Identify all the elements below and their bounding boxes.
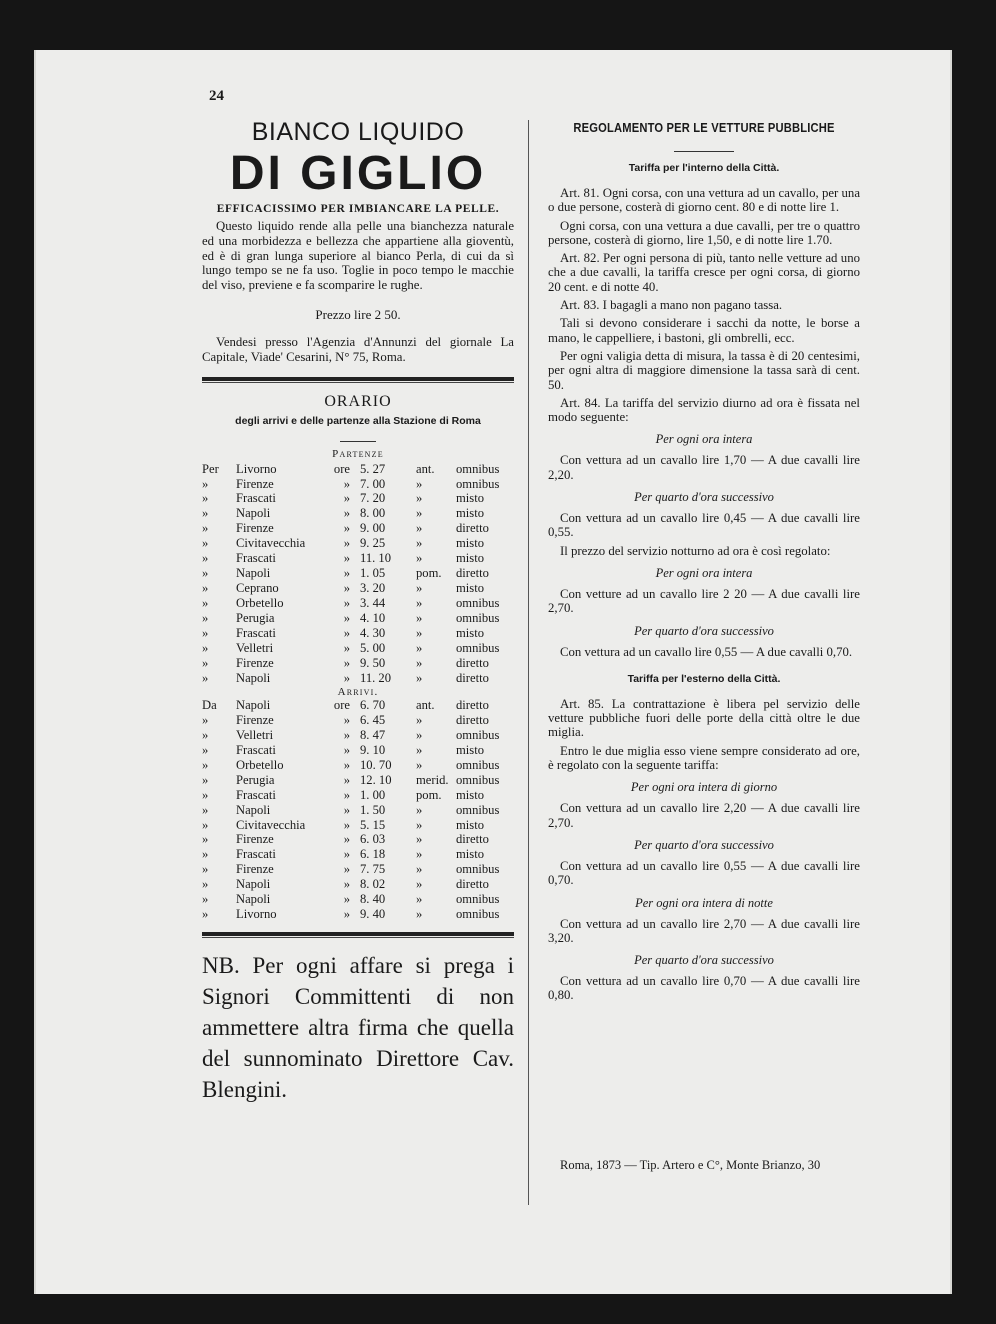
section-rule — [202, 932, 514, 936]
ad-title-line2: DI GIGLIO — [229, 147, 487, 200]
tariff-line-1: Con vettura ad un cavallo lire 1,70 — A due cavalli lire 2,20. — [548, 453, 860, 482]
cell-period: » — [416, 491, 423, 506]
cell-train-type: diretto — [456, 566, 489, 581]
cell-station: Napoli — [236, 670, 271, 685]
cell-train-type: misto — [456, 847, 484, 862]
cell-train-type: misto — [456, 551, 484, 566]
cell-ore: » — [343, 787, 350, 802]
column-divider — [528, 120, 529, 1205]
cell-train-type: omnibus — [456, 757, 500, 772]
cell-time: 7. 20 — [360, 491, 386, 506]
cell-ore: » — [343, 581, 350, 596]
cell-time: 6. 45 — [360, 712, 386, 727]
cell-time: 11. 10 — [360, 551, 392, 566]
cell-train-type: omnibus — [456, 611, 500, 626]
cell-dir: » — [202, 742, 209, 757]
cell-dir: » — [202, 626, 209, 641]
cell-period: » — [416, 727, 423, 742]
cell-station: Napoli — [236, 892, 271, 907]
cell-dir: » — [202, 566, 209, 581]
cell-station: Firenze — [236, 655, 274, 670]
cell-dir: » — [202, 877, 209, 892]
cell-time: 9. 00 — [360, 521, 386, 536]
cell-station: Civitavecchia — [236, 817, 306, 832]
cell-ore: » — [343, 566, 350, 581]
cell-train-type: misto — [456, 742, 484, 757]
tariff-heading-7: Per ogni ora intera di notte — [635, 895, 773, 910]
cell-station: Livorno — [236, 907, 277, 922]
cell-period: » — [416, 551, 423, 566]
cell-time: 5. 00 — [360, 641, 386, 656]
timetable-row — [202, 581, 514, 596]
cell-ore: » — [343, 892, 350, 907]
section-rule — [202, 377, 514, 381]
section-rule-thin — [202, 937, 514, 938]
cell-train-type: omnibus — [456, 596, 500, 611]
cell-period: » — [416, 862, 423, 877]
cell-station: Napoli — [236, 877, 271, 892]
timetable-row — [202, 626, 514, 641]
cell-station: Napoli — [236, 802, 271, 817]
printer-footer: Roma, 1873 — Tip. Artero e C°, Monte Brianzo, 30 — [560, 1158, 821, 1172]
timetable-row — [202, 847, 514, 862]
cell-period: » — [416, 506, 423, 521]
timetable-row — [202, 596, 514, 611]
cell-period: » — [416, 641, 423, 656]
cell-dir: » — [202, 596, 209, 611]
cell-ore: » — [343, 521, 350, 536]
cell-station: Perugia — [236, 772, 275, 787]
cell-train-type: diretto — [456, 655, 489, 670]
article-85: Art. 85. La contrattazione è libera pel servizio delle vetture pubbliche fuori delle porte della città oltre le due miglia. — [548, 696, 860, 740]
cell-ore: » — [343, 877, 350, 892]
cell-period: » — [416, 581, 423, 596]
cell-station: Frascati — [236, 491, 276, 506]
cell-time: 6. 18 — [360, 847, 386, 862]
article-81-cont: Ogni corsa, con una vettura a due cavalli, per tre o quattro persone, costerà di giorno, lire 1,50, e di notte lire 1.70. — [548, 218, 860, 247]
cell-station: Frascati — [236, 626, 276, 641]
cell-ore: » — [343, 551, 350, 566]
cell-train-type: omnibus — [456, 727, 500, 742]
cell-dir: » — [202, 802, 209, 817]
cell-period: pom. — [416, 566, 442, 581]
ad-title-line1: BIANCO LIQUIDO — [251, 118, 465, 146]
timetable-row — [202, 698, 514, 713]
timetable-row — [202, 536, 514, 551]
cell-train-type: diretto — [456, 832, 489, 847]
article-85-cont: Entro le due miglia esso viene sempre considerato ad ore, è regolato con la seguente tariffa: — [548, 743, 860, 773]
cell-train-type: misto — [456, 491, 484, 506]
cell-period: » — [416, 757, 423, 772]
departures-table — [202, 462, 514, 686]
cell-period: pom. — [416, 787, 442, 802]
cell-station: Frascati — [236, 847, 276, 862]
cell-dir: » — [202, 757, 209, 772]
cell-train-type: misto — [456, 817, 484, 832]
arrivals-table — [202, 698, 514, 922]
cell-dir: » — [202, 551, 209, 566]
tariff-line-6: Con vettura ad un cavallo lire 0,55 — A due cavalli lire 0,70. — [548, 858, 860, 888]
timetable-row — [202, 832, 514, 847]
article-83: Art. 83. I bagagli a mano non pagano tassa. — [560, 298, 783, 313]
cell-period: » — [416, 655, 423, 670]
cell-time: 6. 70 — [360, 697, 386, 712]
cell-period: » — [416, 670, 423, 685]
tariff-heading-6: Per quarto d'ora successivo — [634, 837, 774, 852]
regulation-title: REGOLAMENTO PER LE VETTURE PUBBLICHE — [573, 120, 835, 135]
ad-description: Questo liquido rende alla pelle una bianchezza naturale ed una morbidezza e bellezza che appartiene alla gioventù, ed è di gran lunga superiore al bianco Perla, di cui da sì lungo tempo se ne fa uso. Toglie in poco tempo le macchie del viso, previene e fa scomparire le rughe. — [202, 219, 514, 293]
cell-ore: ore — [333, 461, 350, 476]
cell-ore: » — [343, 641, 350, 656]
cell-time: 8. 00 — [360, 506, 386, 521]
cell-station: Frascati — [236, 742, 276, 757]
cell-ore: » — [343, 596, 350, 611]
cell-train-type: omnibus — [456, 476, 500, 491]
timetable-row — [202, 892, 514, 907]
cell-time: 4. 10 — [360, 611, 386, 626]
timetable-row — [202, 803, 514, 818]
cell-station: Perugia — [236, 611, 275, 626]
cell-ore: » — [343, 862, 350, 877]
cell-dir: » — [202, 712, 209, 727]
cell-period: » — [416, 817, 423, 832]
cell-time: 1. 05 — [360, 566, 386, 581]
cell-train-type: diretto — [456, 670, 489, 685]
cell-dir: » — [202, 892, 209, 907]
cell-train-type: misto — [456, 581, 484, 596]
nb-notice: NB. Per ogni affare si prega i Signori Committenti di non ammettere altra firma che quella del sunnominato Direttore Cav. Blengini. — [202, 953, 514, 1103]
ad-price: Prezzo lire 2 50. — [315, 306, 401, 322]
cell-train-type: diretto — [456, 877, 489, 892]
cell-time: 5. 15 — [360, 817, 386, 832]
ad-sale-info: Vendesi presso l'Agenzia d'Annunzi del giornale La Capitale, Viade' Cesarini, N° 75, Roma. — [202, 334, 514, 364]
cell-dir: » — [202, 641, 209, 656]
cell-dir: » — [202, 670, 209, 685]
cell-train-type: diretto — [456, 521, 489, 536]
cell-period: » — [416, 907, 423, 922]
timetable-row — [202, 788, 514, 803]
cell-time: 11. 20 — [360, 670, 392, 685]
cell-station: Napoli — [236, 506, 271, 521]
timetable-row — [202, 506, 514, 521]
cell-dir: » — [202, 772, 209, 787]
night-service-intro: Il prezzo del servizio notturno ad ora è così regolato: — [560, 543, 831, 558]
timetable-row — [202, 641, 514, 656]
tariff-internal-heading: Tariffa per l'interno della Città. — [628, 162, 780, 174]
cell-station: Firenze — [236, 862, 274, 877]
cell-period: » — [416, 611, 423, 626]
cell-station: Firenze — [236, 476, 274, 491]
cell-train-type: omnibus — [456, 907, 500, 922]
cell-time: 9. 25 — [360, 536, 386, 551]
ad-tagline: EFFICACISSIMO PER IMBIANCARE LA PELLE. — [216, 203, 500, 215]
cell-dir: » — [202, 611, 209, 626]
cell-ore: ore — [333, 697, 350, 712]
cell-ore: » — [343, 611, 350, 626]
cell-dir: » — [202, 506, 209, 521]
timetable-row — [202, 566, 514, 581]
tariff-heading-4: Per quarto d'ora successivo — [634, 623, 774, 638]
cell-time: 4. 30 — [360, 626, 386, 641]
tariff-heading-3: Per ogni ora intera — [655, 565, 753, 580]
cell-ore: » — [343, 817, 350, 832]
cell-dir: » — [202, 655, 209, 670]
cell-time: 9. 40 — [360, 907, 386, 922]
cell-train-type: misto — [456, 626, 484, 641]
cell-dir: » — [202, 907, 209, 922]
cell-train-type: diretto — [456, 712, 489, 727]
article-83-luggage: Per ogni valigia detta di misura, la tassa è di 20 centesimi, per ogni altra di maggiore dimensione la tassa sarà di cent. 50. — [548, 348, 860, 392]
cell-station: Velletri — [236, 727, 274, 742]
cell-dir: » — [202, 476, 209, 491]
cell-ore: » — [343, 536, 350, 551]
cell-dir: » — [202, 847, 209, 862]
timetable-row — [202, 521, 514, 536]
cell-ore: » — [343, 907, 350, 922]
cell-train-type: omnibus — [456, 641, 500, 656]
cell-period: » — [416, 626, 423, 641]
timetable-row — [202, 477, 514, 492]
cell-dir: Da — [202, 697, 217, 712]
cell-ore: » — [343, 670, 350, 685]
cell-train-type: omnibus — [456, 862, 500, 877]
article-84: Art. 84. La tariffa del servizio diurno ad ora è fissata nel modo seguente: — [548, 395, 860, 425]
cell-station: Firenze — [236, 712, 274, 727]
timetable-row — [202, 773, 514, 788]
cell-station: Livorno — [236, 461, 277, 476]
tariff-external-heading: Tariffa per l'esterno della Città. — [627, 672, 781, 685]
cell-dir: » — [202, 787, 209, 802]
cell-period: » — [416, 892, 423, 907]
timetable-row — [202, 656, 514, 671]
left-column — [202, 112, 514, 1105]
cell-period: » — [416, 521, 423, 536]
cell-dir: Per — [202, 461, 219, 476]
cell-train-type: misto — [456, 536, 484, 551]
cell-ore: » — [343, 727, 350, 742]
cell-time: 6. 03 — [360, 832, 386, 847]
cell-train-type: diretto — [456, 697, 489, 712]
cell-ore: » — [343, 847, 350, 862]
cell-dir: » — [202, 491, 209, 506]
arrivals-heading: Arrivi. — [337, 685, 379, 698]
cell-period: ant. — [416, 461, 435, 476]
cell-station: Napoli — [236, 566, 271, 581]
cell-ore: » — [343, 712, 350, 727]
timetable-row — [202, 907, 514, 922]
cell-period: merid. — [416, 772, 449, 787]
cell-time: 8. 02 — [360, 877, 386, 892]
timetable-row — [202, 671, 514, 686]
cell-dir: » — [202, 832, 209, 847]
cell-ore: » — [343, 626, 350, 641]
cell-ore: » — [343, 757, 350, 772]
tariff-line-8: Con vettura ad un cavallo lire 0,70 — A due cavalli lire 0,80. — [548, 974, 860, 1003]
timetable-subtitle: degli arrivi e delle partenze alla Stazione di Roma — [235, 414, 481, 427]
timetable-row — [202, 758, 514, 773]
timetable-row — [202, 728, 514, 743]
dash-divider — [340, 441, 376, 442]
cell-period: » — [416, 832, 423, 847]
tariff-heading-5: Per ogni ora intera di giorno — [630, 780, 778, 795]
cell-time: 8. 40 — [360, 892, 386, 907]
cell-ore: » — [343, 802, 350, 817]
timetable-row — [202, 877, 514, 892]
cell-time: 1. 00 — [360, 787, 386, 802]
right-column — [548, 112, 860, 1003]
cell-period: » — [416, 476, 423, 491]
cell-period: » — [416, 802, 423, 817]
cell-time: 7. 75 — [360, 862, 386, 877]
cell-station: Velletri — [236, 641, 274, 656]
cell-station: Orbetello — [236, 596, 284, 611]
cell-station: Orbetello — [236, 757, 284, 772]
cell-dir: » — [202, 727, 209, 742]
cell-ore: » — [343, 476, 350, 491]
timetable-row — [202, 713, 514, 728]
cell-train-type: omnibus — [456, 461, 500, 476]
article-81: Art. 81. Ogni corsa, con una vettura ad un cavallo, per una o due persone, costerà di giorno cent. 80 e di notte lire 1. — [548, 186, 860, 215]
cell-train-type: misto — [456, 506, 484, 521]
cell-time: 9. 50 — [360, 655, 386, 670]
cell-time: 5. 27 — [360, 461, 386, 476]
timetable-row — [202, 611, 514, 626]
timetable-row — [202, 462, 514, 477]
timetable-row — [202, 491, 514, 506]
timetable-row — [202, 818, 514, 833]
timetable-row — [202, 551, 514, 566]
cell-ore: » — [343, 491, 350, 506]
tariff-line-5: Con vettura ad un cavallo lire 2,20 — A due cavalli lire 2,70. — [548, 801, 860, 830]
cell-period: ant. — [416, 697, 435, 712]
cell-train-type: omnibus — [456, 892, 500, 907]
cell-time: 3. 20 — [360, 581, 386, 596]
cell-dir: » — [202, 581, 209, 596]
tariff-heading-1: Per ogni ora intera — [655, 432, 753, 447]
cell-dir: » — [202, 521, 209, 536]
cell-period: » — [416, 596, 423, 611]
cell-time: 8. 47 — [360, 727, 386, 742]
tariff-heading-8: Per quarto d'ora successivo — [634, 953, 774, 968]
cell-train-type: misto — [456, 787, 484, 802]
cell-period: » — [416, 847, 423, 862]
cell-station: Frascati — [236, 787, 276, 802]
timetable-row — [202, 862, 514, 877]
cell-dir: » — [202, 536, 209, 551]
cell-ore: » — [343, 655, 350, 670]
timetable-title: ORARIO — [324, 392, 392, 410]
cell-time: 1. 50 — [360, 802, 386, 817]
cell-station: Firenze — [236, 832, 274, 847]
cell-period: » — [416, 536, 423, 551]
cell-station: Ceprano — [236, 581, 279, 596]
tariff-heading-2: Per quarto d'ora successivo — [634, 490, 774, 505]
cell-time: 7. 00 — [360, 476, 386, 491]
tariff-line-2: Con vettura ad un cavallo lire 0,45 — A due cavalli lire 0,55. — [548, 511, 860, 540]
cell-train-type: omnibus — [456, 772, 500, 787]
article-82: Art. 82. Per ogni persona di più, tanto nelle vetture ad uno che a due cavalli, la tariffa cresce per ogni corsa, di giorno 20 cent. e di notte 40. — [548, 251, 860, 294]
cell-ore: » — [343, 832, 350, 847]
cell-station: Civitavecchia — [236, 536, 306, 551]
cell-time: 9. 10 — [360, 742, 386, 757]
cell-train-type: omnibus — [456, 802, 500, 817]
section-rule-thin — [202, 382, 514, 383]
cell-station: Firenze — [236, 521, 274, 536]
article-83-detail: Tali si devono considerare i sacchi da notte, le borse a mano, le cappelliere, i bastoni, gli ombrelli, ecc. — [548, 316, 860, 345]
cell-time: 12. 10 — [360, 772, 392, 787]
cell-ore: » — [343, 742, 350, 757]
departures-heading: Partenze — [332, 447, 384, 460]
cell-station: Frascati — [236, 551, 276, 566]
page-number: 24 — [209, 88, 224, 104]
cell-period: » — [416, 712, 423, 727]
cell-period: » — [416, 877, 423, 892]
cell-ore: » — [343, 772, 350, 787]
tariff-line-7: Con vettura ad un cavallo lire 2,70 — A due cavalli lire 3,20. — [548, 916, 860, 945]
cell-dir: » — [202, 817, 209, 832]
cell-station: Napoli — [236, 697, 271, 712]
cell-time: 3. 44 — [360, 596, 386, 611]
dash-divider — [674, 151, 734, 152]
tariff-line-3: Con vetture ad un cavallo lire 2 20 — A due cavalli lire 2,70. — [548, 586, 860, 616]
cell-period: » — [416, 742, 423, 757]
timetable-row — [202, 743, 514, 758]
cell-ore: » — [343, 506, 350, 521]
cell-dir: » — [202, 862, 209, 877]
cell-time: 10. 70 — [360, 757, 392, 772]
tariff-line-4: Con vettura ad un cavallo lire 0,55 — A due cavalli 0,70. — [560, 644, 853, 659]
